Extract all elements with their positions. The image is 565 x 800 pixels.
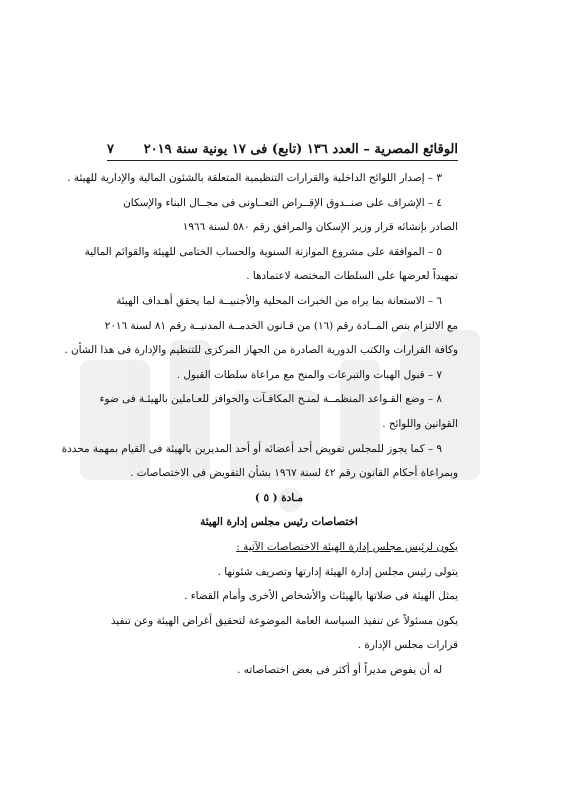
article-subheading: اختصاصات رئيس مجلس إدارة الهيئة bbox=[200, 516, 358, 529]
item-8-line-1: ٨ – وضع القـواعد المنظمــة لمنـح المكافـآت والحوافز للعـاملين بالهيئـة فى ضوء bbox=[99, 393, 442, 406]
item-6-line-2: مع الالتزام بنص المــادة رقم (١٦) من قـانون الخدمــة المدنيــة رقم ٨١ لسنة ٢٠١٦ bbox=[104, 319, 458, 332]
item-6-line-1: ٦ – الاستعانة بما يراه من الخبرات المحلية والأجنبيــة لما يحقق أهـداف الهيئة bbox=[116, 294, 442, 307]
page-header bbox=[107, 133, 458, 161]
item-9-line-1: ٩ – كما يجوز للمجلس تفويض أحد أعضائه أو أحد المديرين بالهيئة فى القيام بمهمة محددة bbox=[61, 442, 442, 455]
article-para-1: يتولى رئيس مجلس إدارة الهيئة إدارتها وتصريف شئونها . bbox=[217, 565, 458, 578]
page-number: ٧ bbox=[107, 142, 114, 157]
item-7: ٧ – قبول الهبات والتبرعات والمنح مع مراعاة سلطات القبول . bbox=[176, 368, 442, 381]
article-intro-text: يكون لرئيس مجلس إدارة الهيئة الاختصاصات الآتية : bbox=[236, 540, 458, 553]
item-8-line-2: القوانين واللوائح . bbox=[382, 417, 458, 430]
article-para-4: له أن يفوض مديراً أو أكثر فى بعض اختصاصاته . bbox=[237, 663, 442, 676]
item-9-line-2: وبمراعاة أحكام القانون رقم ٤٢ لسنة ١٩٦٧ بشأن التفويض فى الاختصاصات . bbox=[130, 467, 458, 480]
item-6-line-3: وكافة القرارات والكتب الدورية الصادرة من الجهاز المركزى للتنظيم والإدارة فى هذا الشأن . bbox=[64, 344, 458, 357]
item-5-line-1: ٥ – الموافقة على مشروع الموازنة السنوية والحساب الختامى للهيئة والقوائم المالية bbox=[84, 245, 442, 258]
item-3: ٣ – إصدار اللوائح الداخلية والقرارات التنظيمية المتعلقة بالشئون المالية والإدارية للهيئة . bbox=[67, 172, 442, 184]
item-4-line-1: ٤ – الإشراف على صنــدوق الإقــراض التعــاونى فى مجــال البناء والإسكان bbox=[123, 196, 442, 209]
item-5-line-2: تمهيداً لعرضها على السلطات المختصة لاعتمادها . bbox=[246, 270, 458, 283]
article-para-3-line-2: قرارات مجلس الإدارة . bbox=[357, 639, 458, 652]
item-4-line-2: الصادر بإنشائه قرار وزير الإسكان والمرافق رقم ٥٨٠ لسنة ١٩٦٦ bbox=[182, 221, 458, 234]
article-heading: مـادة ( ٥ ) bbox=[254, 491, 304, 504]
article-intro bbox=[100, 535, 458, 560]
document-body bbox=[61, 166, 458, 682]
article-para-2: يمثل الهيئة فى صلاتها بالهيئات والأشخاص الأخرى وأمام القضاء . bbox=[184, 590, 458, 603]
header-title: الوقائع المصرية – العدد ١٣٦ (تابع) فى ١٧ يونية سنة ٢٠١٩ bbox=[143, 142, 458, 157]
article-para-3-line-1: يكون مسئولاً عن تنفيذ السياسة العامة الموضوعة لتحقيق أغراض الهيئة وعن تنفيذ bbox=[110, 614, 458, 627]
